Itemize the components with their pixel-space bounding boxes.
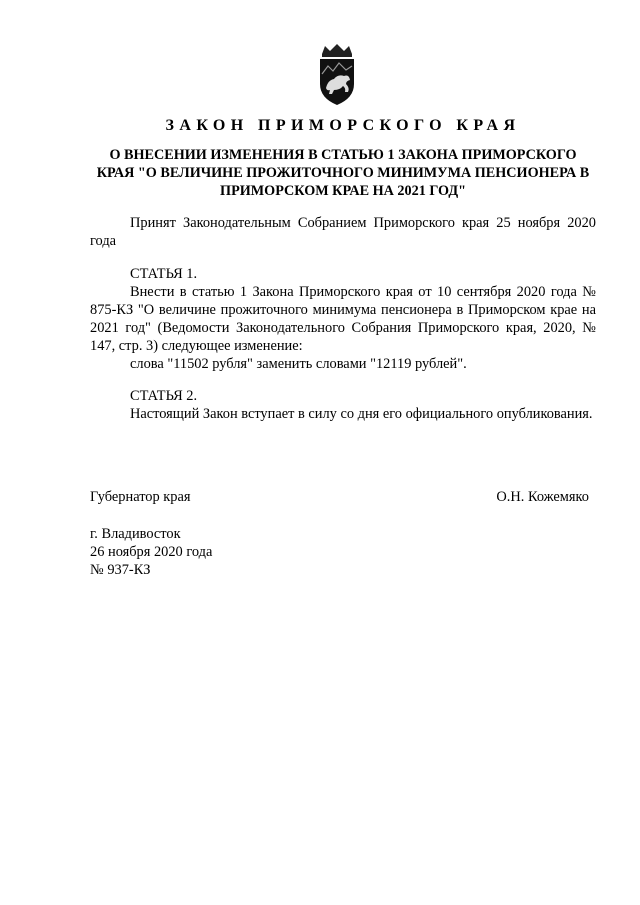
place-city: г. Владивосток [90, 526, 181, 542]
law-subtitle: О ВНЕСЕНИИ ИЗМЕНЕНИЯ В СТАТЬЮ 1 ЗАКОНА ПРИМОРСКОГО КРАЯ "О ВЕЛИЧИНЕ ПРОЖИТОЧНОГО МИНИМУМА ПЕНСИОНЕРА В ПРИМОРСКОМ КРАЕ НА 2021 ГОД" [96, 147, 590, 199]
article-2-heading: СТАТЬЯ 2. [130, 388, 198, 404]
signatory-position: Губернатор края [90, 489, 191, 505]
law-title: ЗАКОН ПРИМОРСКОГО КРАЯ [165, 117, 521, 134]
article-1-text: Внести в статью 1 Закона Приморского края от 10 сентября 2020 года № 875-КЗ "О величине прожиточного минимума пенсионера в Приморском крае на 2021 год" (Ведомости Законодательного Собрания Приморского края, 2020, № 147, стр. 3) следующее изменение: [90, 284, 596, 354]
article-2-text: Настоящий Закон вступает в силу со дня его официального опубликования. [130, 406, 593, 422]
signatory-name: О.Н. Кожемяко [496, 489, 589, 505]
law-date: 26 ноября 2020 года [90, 544, 213, 560]
primorsky-coat-of-arms-icon [316, 44, 358, 106]
article-1-change: слова "11502 рубля" заменить словами "12119 рублей". [130, 356, 467, 372]
adoption-statement: Принят Законодательным Собранием Приморского края 25 ноября 2020 года [90, 215, 596, 249]
article-1-heading: СТАТЬЯ 1. [130, 266, 198, 282]
law-number: № 937-КЗ [90, 562, 151, 578]
